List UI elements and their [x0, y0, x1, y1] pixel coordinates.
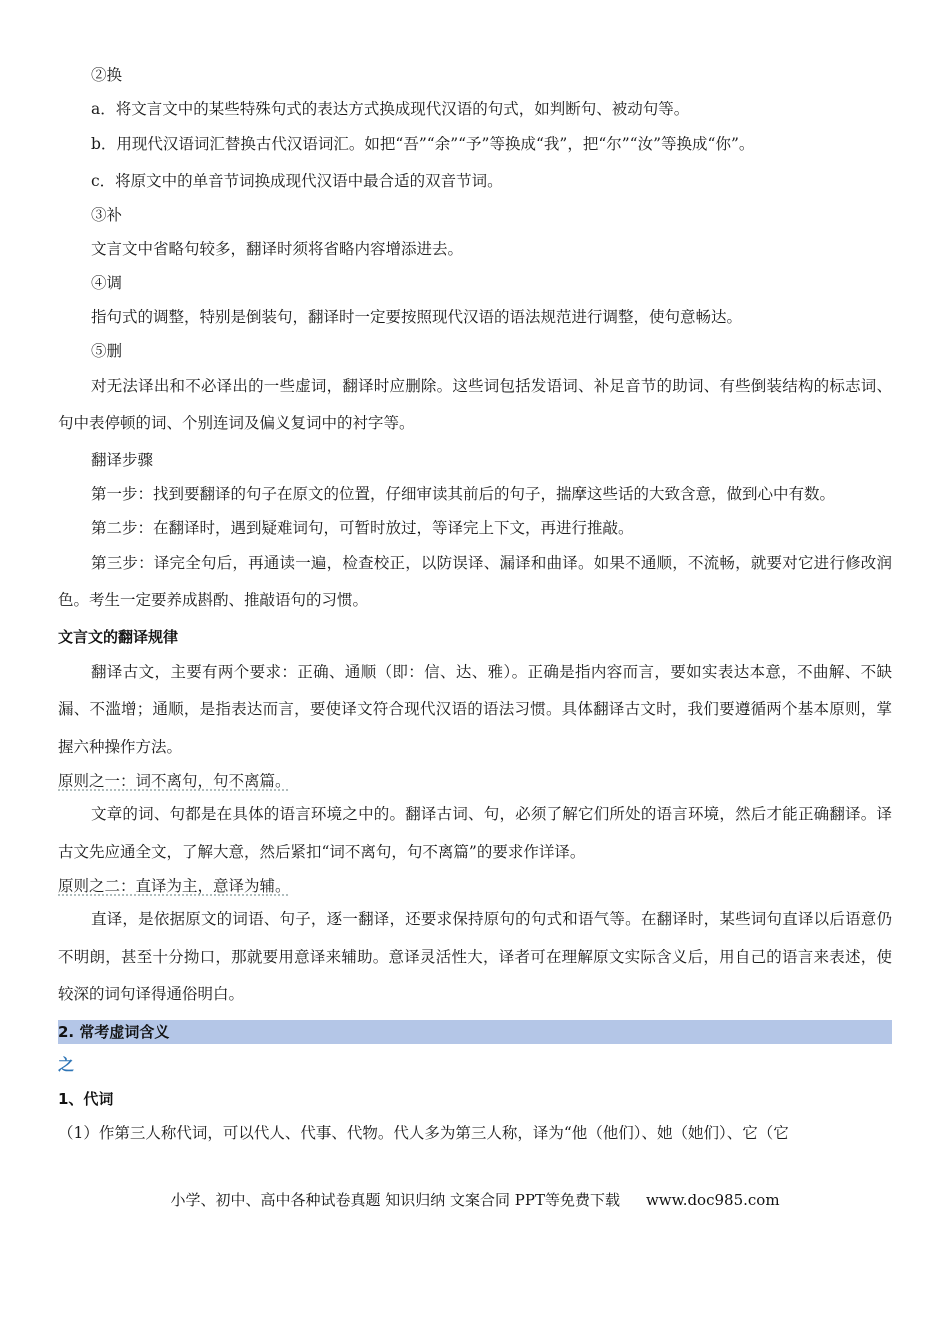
step-1: 第一步：找到要翻译的句子在原文的位置，仔细审读其前后的句子，揣摩这些话的大致含意，做到心中有数。	[91, 484, 836, 503]
footer-url[interactable]: www.doc985.com	[645, 1191, 780, 1209]
principle-1-text: 文章的词、句都是在具体的语言环境之中的。翻译古词、句，必须了解它们所处的语言环境，然后才能正确翻译。译古文先应通全文，了解大意，然后紧扣“词不离句，句不离篇”的要求作详译。	[58, 805, 892, 861]
item-1: （1）作第三人称代词，可以代人、代事、代物。代人多为第三人称，译为“他（他们）、她（她们）、它（它	[58, 1123, 789, 1142]
principle-2-text: 直译，是依据原文的词语、句子，逐一翻译，还要求保持原句的句式和语气等。在翻译时，某些词句直译以后语意仍不明朗，甚至十分拗口，那就要用意译来辅助。意译灵活性大，译者可在理解原文实际含义后，用自己的语言来表述，使较深的词句译得通俗明白。	[58, 910, 892, 1003]
word-zhi-heading: 之	[58, 1054, 75, 1074]
heading-bu: ③补	[91, 205, 123, 224]
line-tiao-text: 指句式的调整，特别是倒装句，翻译时一定要按照现代汉语的语法规范进行调整，使句意畅达。	[91, 307, 743, 326]
heading-steps: 翻译步骤	[91, 450, 154, 469]
footer-text: 小学、初中、高中各种试卷真题 知识归纳 文案合同 PPT等免费下载	[170, 1191, 620, 1209]
document-page	[58, 58, 892, 1150]
step-2: 第二步：在翻译时，遇到疑难词句，可暂时放过，等译完上下文，再进行推敲。	[91, 518, 634, 537]
line-a: a．将文言文中的某些特殊句式的表达方式换成现代汉语的句式，如判断句、被动句等。	[91, 100, 690, 118]
heading-tiao: ④调	[91, 273, 123, 292]
line-shan-text: 对无法译出和不必译出的一些虚词，翻译时应删除。这些词包括发语词、补足音节的助词、有些倒装结构的标志词、句中表停顿的词、个别连词及偏义复词中的衬字等。	[58, 376, 892, 432]
heading-huan: ②换	[91, 66, 123, 84]
rules-heading: 文言文的翻译规律	[58, 627, 179, 646]
section-title-bar: 2. 常考虚词含义	[58, 1020, 892, 1044]
page-footer	[0, 1188, 950, 1212]
line-b: b．用现代汉语词汇替换古代汉语词汇。如把“吾”“余”“予”等换成“我”，把“尔”“汝”等换成“你”。	[91, 135, 755, 153]
rules-intro: 翻译古文，主要有两个要求：正确、通顺（即：信、达、雅）。正确是指内容而言，要如实表达本意，不曲解、不缺漏、不滥增；通顺，是指表达而言，要使译文符合现代汉语的语法习惯。具体翻译古文时，我们要遵循两个基本原则，掌握六种操作方法。	[58, 662, 892, 756]
principle-2: 原则之二：直译为主，意译为辅。	[58, 877, 291, 895]
heading-shan: ⑤删	[91, 341, 123, 360]
subheading-pronoun: 1、代词	[58, 1089, 114, 1108]
principle-1: 原则之一：词不离句，句不离篇。	[58, 772, 291, 790]
line-c: c．将原文中的单音节词换成现代汉语中最合适的双音节词。	[91, 171, 503, 190]
line-bu-text: 文言文中省略句较多，翻译时须将省略内容增添进去。	[91, 239, 464, 258]
step-3: 第三步：译完全句后，再通读一遍，检查校正，以防误译、漏译和曲译。如果不通顺，不流畅，就要对它进行修改润色。考生一定要养成斟酌、推敲语句的习惯。	[58, 553, 892, 609]
